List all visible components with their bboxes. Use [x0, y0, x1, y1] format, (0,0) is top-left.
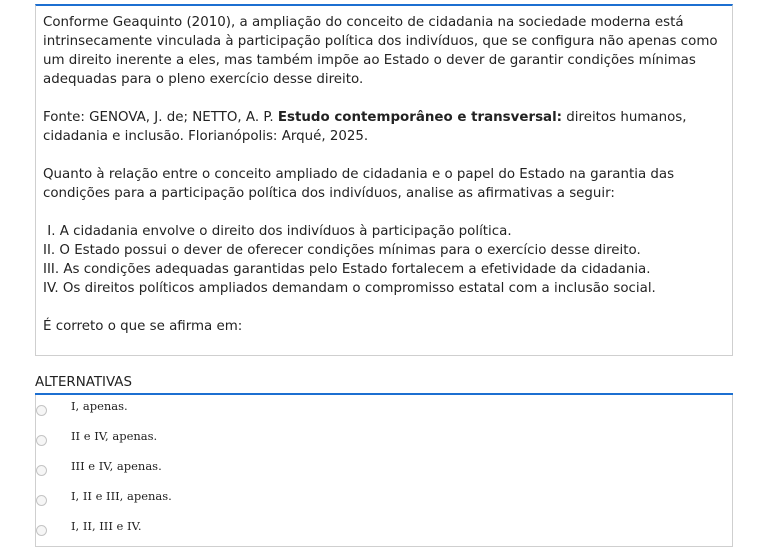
alternative-label[interactable]: I, II, III e IV.: [71, 519, 142, 533]
radio-button[interactable]: [36, 435, 47, 446]
radio-button[interactable]: [36, 405, 47, 416]
radio-button[interactable]: [36, 465, 47, 476]
question-closing: É correto o que se afirma em:: [43, 319, 243, 334]
alternative-option-d[interactable]: [36, 485, 732, 515]
alternatives-header: ALTERNATIVAS: [35, 375, 733, 395]
alternative-option-b[interactable]: [36, 425, 732, 455]
source-suffix: direitos humanos, cidadania e inclusão. Florianópolis: Arqué, 2025.: [43, 110, 687, 144]
statement-3: III. As condições adequadas garantidas pelo Estado fortalecem a efetividade da cidadania.: [43, 262, 651, 277]
statement-1: I. A cidadania envolve o direito dos indivíduos à participação política.: [43, 224, 512, 239]
question-prompt: Quanto à relação entre o conceito ampliado de cidadania e o papel do Estado na garantia das condições para a participação política dos indivíduos, analise as afirmativas a seguir:: [43, 167, 675, 201]
alternative-label[interactable]: III e IV, apenas.: [71, 459, 162, 473]
alternative-label[interactable]: I, II e III, apenas.: [71, 489, 172, 503]
source-title: Estudo contemporâneo e transversal:: [277, 110, 563, 125]
question-paragraph: Conforme Geaquinto (2010), a ampliação do conceito de cidadania na sociedade moderna está intrinsecamente vinculada à participação política dos indivíduos, que se configura não apenas como um direito inerente a eles, mas também impõe ao Estado o dever de garantir condições mínimas adequadas para o pleno exercício desse direito.: [43, 15, 718, 87]
statement-4: IV. Os direitos políticos ampliados demandam o compromisso estatal com a inclusão social.: [43, 281, 656, 296]
radio-button[interactable]: [36, 525, 47, 536]
alternative-label[interactable]: I, apenas.: [71, 399, 128, 413]
alternative-option-c[interactable]: [36, 455, 732, 485]
alternative-label[interactable]: II e IV, apenas.: [71, 429, 158, 443]
alternative-option-e[interactable]: [36, 515, 732, 545]
source-prefix: Fonte: GENOVA, J. de; NETTO, A. P.: [43, 110, 278, 125]
question-statement-box: [35, 4, 733, 356]
radio-button[interactable]: [36, 495, 47, 506]
alternatives-list: [35, 395, 733, 547]
question-source: [43, 108, 725, 146]
statement-2: II. O Estado possui o dever de oferecer condições mínimas para o exercício desse direito.: [43, 243, 641, 258]
alternative-option-a[interactable]: [36, 395, 732, 425]
